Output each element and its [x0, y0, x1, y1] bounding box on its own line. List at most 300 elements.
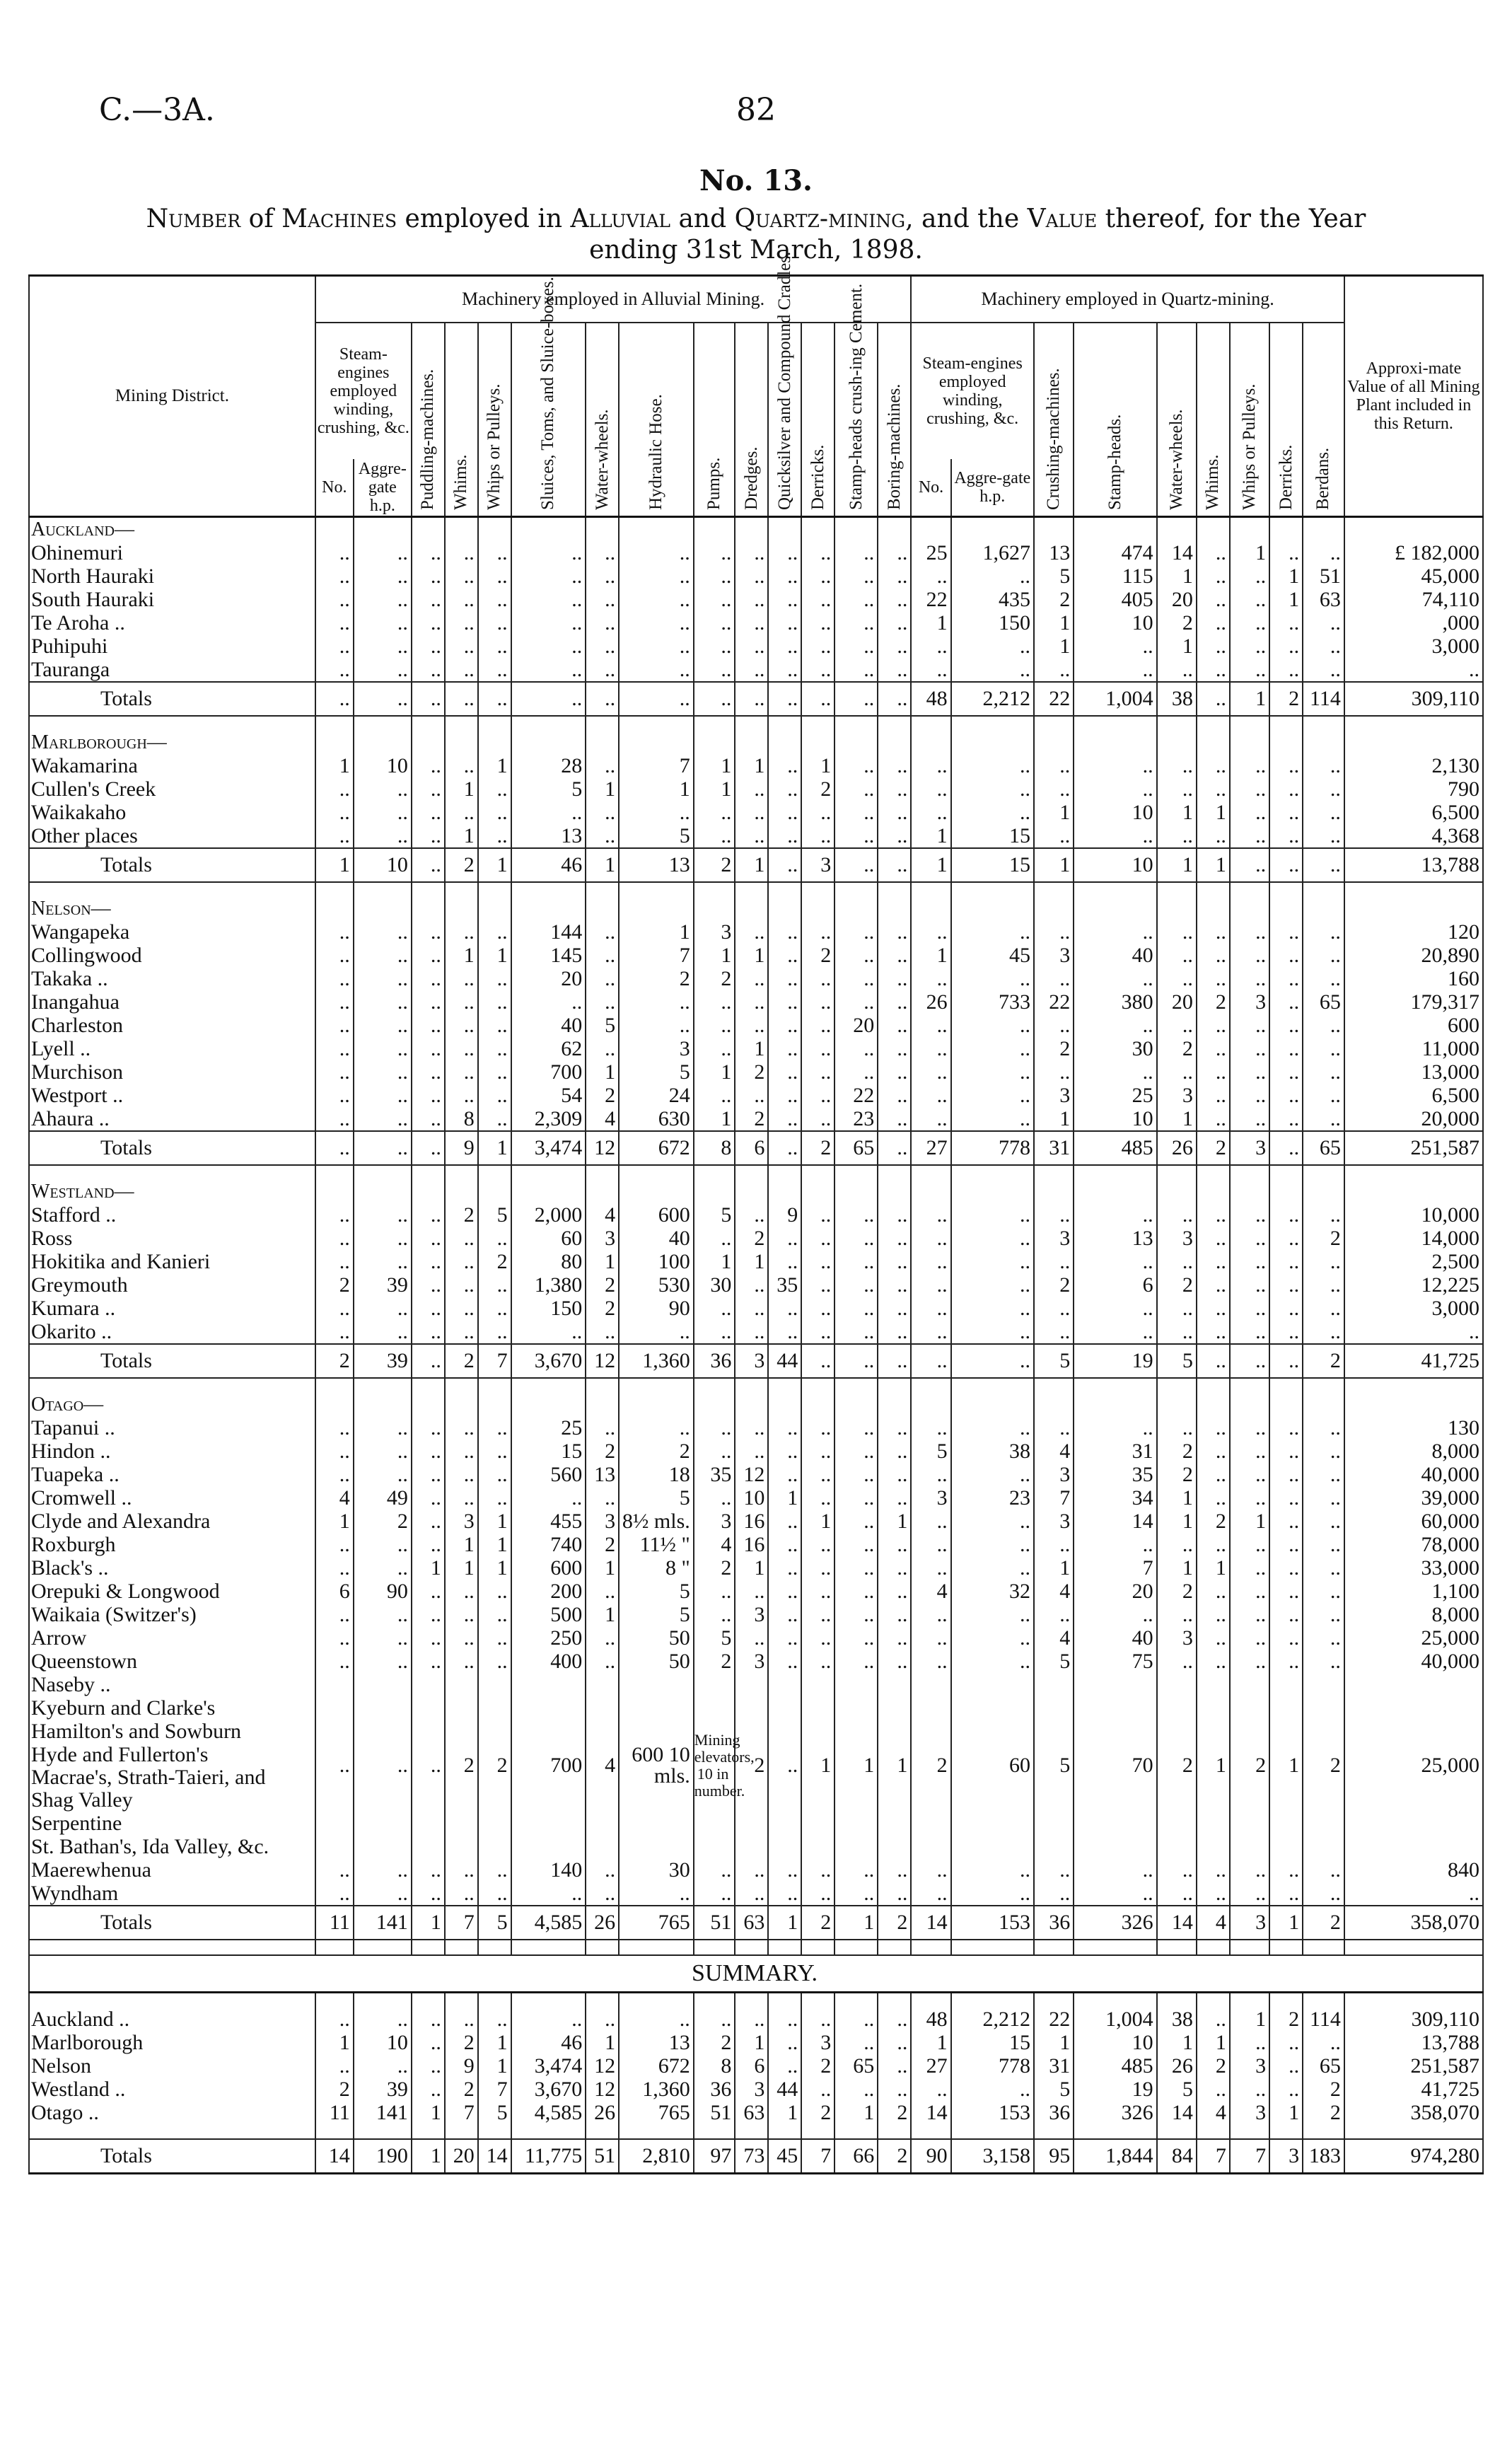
table-cell: .. [735, 990, 768, 1014]
table-cell: Cullen's Creek [29, 777, 315, 801]
table-cell: 7 [478, 1344, 511, 1378]
table-cell: .. [412, 1463, 445, 1486]
table-cell: .. [354, 990, 412, 1014]
table-cell: 45 [951, 944, 1034, 967]
table-cell: .. [1157, 967, 1197, 990]
table-cell: 5 [1034, 1673, 1074, 1858]
table-cell: .. [315, 777, 354, 801]
table-cell: .. [315, 1556, 354, 1580]
table-cell: .. [586, 658, 619, 682]
table-cell: 3 [735, 2078, 768, 2101]
table-cell: .. [511, 1882, 586, 1906]
table-cell: .. [768, 1060, 801, 1084]
table-cell: .. [1269, 1037, 1303, 1060]
table-cell: .. [878, 611, 911, 635]
table-cell: .. [315, 824, 354, 848]
title-word: thereof, for the Year [1105, 204, 1366, 233]
table-cell: .. [1269, 1463, 1303, 1486]
table-cell: .. [412, 990, 445, 1014]
table-cell: .. [315, 801, 354, 824]
table-cell: 141 [354, 1906, 412, 1940]
table-cell: 13 [1074, 1227, 1156, 1250]
table-cell: .. [1303, 1556, 1344, 1580]
table-cell: .. [951, 1344, 1034, 1378]
title-word: Alluvial [570, 204, 671, 233]
table-cell: .. [951, 1014, 1034, 1037]
table-cell: .. [1230, 1533, 1269, 1556]
table-cell: .. [1269, 1626, 1303, 1650]
col-a-derricks: Derricks. [808, 444, 827, 510]
table-cell: .. [911, 1533, 950, 1556]
table-cell: .. [586, 682, 619, 716]
table-cell: .. [878, 801, 911, 824]
table-cell: .. [1269, 1556, 1303, 1580]
table-cell: .. [878, 1533, 911, 1556]
table-cell: 39 [354, 2078, 412, 2101]
table-cell: .. [878, 1344, 911, 1378]
table-cell: .. [354, 777, 412, 801]
table-cell: .. [735, 1882, 768, 1906]
table-cell: .. [1303, 824, 1344, 848]
table-cell: .. [1074, 1603, 1156, 1626]
table-cell: .. [1230, 1440, 1269, 1463]
table-cell: 358,070 [1344, 2101, 1483, 2124]
table-cell: .. [1197, 635, 1230, 658]
table-cell: 1 [735, 944, 768, 967]
table-cell: .. [619, 1416, 694, 1440]
table-cell: 40 [1074, 1626, 1156, 1650]
table-cell: .. [878, 1320, 911, 1344]
table-cell: 790 [1344, 777, 1483, 801]
table-cell: 2 [1157, 1037, 1197, 1060]
table-cell: .. [619, 611, 694, 635]
table-cell: .. [412, 1250, 445, 1273]
table-cell: .. [834, 541, 878, 564]
table-cell: .. [878, 1626, 911, 1650]
table-cell: 5 [911, 1440, 950, 1463]
table-cell: 41,725 [1344, 2078, 1483, 2101]
table-cell: 36 [694, 1344, 735, 1378]
table-cell: .. [412, 658, 445, 682]
table-cell: .. [878, 848, 911, 882]
table-cell: .. [478, 990, 511, 1014]
title-word: of [248, 204, 274, 233]
table-cell: .. [834, 588, 878, 611]
table-cell: .. [768, 1673, 801, 1858]
table-cell: 2 [1197, 2054, 1230, 2078]
table-row [29, 1203, 1483, 1227]
table-cell: .. [1230, 1603, 1269, 1626]
table-cell: 1 [1034, 1107, 1074, 1131]
table-cell: 3,670 [511, 2078, 586, 2101]
table-cell: 31 [1034, 1131, 1074, 1165]
table-cell: 13,788 [1344, 848, 1483, 882]
table-cell: Arrow [29, 1626, 315, 1650]
table-cell: 1 [586, 848, 619, 882]
col-a-dredges: Dredges. [741, 446, 761, 510]
table-cell: .. [1303, 1533, 1344, 1556]
table-cell: 2 [801, 2054, 834, 2078]
table-cell: 1,844 [1074, 2139, 1156, 2174]
table-cell: 22 [1034, 682, 1074, 716]
table-cell: 3 [1034, 1084, 1074, 1107]
table-cell: .. [735, 1084, 768, 1107]
table-cell: 3 [1269, 2139, 1303, 2174]
table-cell: 5 [694, 1626, 735, 1650]
table-cell: .. [951, 1203, 1034, 1227]
table-cell: 7 [1074, 1556, 1156, 1580]
table-cell: 2 [354, 1510, 412, 1533]
table-cell: .. [911, 1014, 950, 1037]
table-cell: 7 [1197, 2139, 1230, 2174]
table-cell: 1 [1157, 1486, 1197, 1510]
table-cell: .. [951, 1227, 1034, 1250]
table-cell: 12 [586, 2078, 619, 2101]
table-cell: 60 [511, 1227, 586, 1250]
table-cell: .. [1157, 1650, 1197, 1673]
table-cell: 3 [1230, 1131, 1269, 1165]
table-cell: 1 [478, 1533, 511, 1556]
table-cell: £ 182,000 [1344, 541, 1483, 564]
table-cell: .. [1157, 777, 1197, 801]
table-cell: 4 [315, 1486, 354, 1510]
table-cell: .. [315, 682, 354, 716]
col-a-sluices: Sluices, Toms, and Sluice-boxes. [538, 276, 558, 510]
table-cell: 10 [735, 1486, 768, 1510]
table-cell: 2 [801, 777, 834, 801]
table-cell: 5 [511, 777, 586, 801]
table-cell: Westport .. [29, 1084, 315, 1107]
table-cell: 560 [511, 1463, 586, 1486]
table-cell: .. [801, 1014, 834, 1037]
summary-title: SUMMARY. [29, 1955, 1483, 1993]
table-cell: .. [768, 541, 801, 564]
table-cell: 2 [1157, 1273, 1197, 1297]
table-cell: .. [445, 990, 478, 1014]
table-cell: Stafford .. [29, 1203, 315, 1227]
table-cell: .. [1074, 1882, 1156, 1906]
table-cell: 2 [735, 1107, 768, 1131]
table-cell: 2 [1034, 1273, 1074, 1297]
district-heading: Westland— [29, 1180, 315, 1203]
col-a-puddling: Puddling-machines. [418, 369, 438, 510]
table-cell: .. [694, 1227, 735, 1250]
page-number: 82 [736, 92, 776, 128]
table-cell: 733 [951, 990, 1034, 1014]
table-cell: 14 [1157, 2101, 1197, 2124]
table-cell: 100 [619, 1250, 694, 1273]
table-cell: 179,317 [1344, 990, 1483, 1014]
table-cell: 2 [735, 1673, 768, 1858]
table-cell: 8½ mls. [619, 1510, 694, 1533]
table-cell: .. [412, 682, 445, 716]
table-cell: 114 [1303, 2008, 1344, 2031]
table-cell: 1 [315, 848, 354, 882]
table-cell: .. [1197, 944, 1230, 967]
table-cell: .. [412, 1650, 445, 1673]
table-cell: .. [1269, 1060, 1303, 1084]
table-cell: .. [445, 1486, 478, 1510]
table-cell: .. [412, 1533, 445, 1556]
table-cell: 14 [911, 1906, 950, 1940]
table-cell: 5 [619, 824, 694, 848]
table-cell: 9 [768, 1203, 801, 1227]
table-cell: .. [1230, 1650, 1269, 1673]
table-row [29, 1463, 1483, 1486]
table-cell: .. [1197, 564, 1230, 588]
table-cell: .. [1230, 944, 1269, 967]
table-cell: .. [315, 658, 354, 682]
table-cell: .. [768, 754, 801, 777]
table-cell: 2 [1303, 1906, 1344, 1940]
table-row [29, 754, 1483, 777]
table-cell: .. [768, 1297, 801, 1320]
table-cell: .. [619, 682, 694, 716]
table-cell: .. [619, 2008, 694, 2031]
table-cell: 2 [911, 1673, 950, 1858]
table-cell: .. [1230, 1273, 1269, 1297]
table-cell: .. [315, 1084, 354, 1107]
table-cell: .. [768, 1440, 801, 1463]
table-cell: .. [586, 1416, 619, 1440]
table-cell: 5 [1034, 1344, 1074, 1378]
table-row [29, 777, 1483, 801]
table-cell: .. [1074, 658, 1156, 682]
table-cell: .. [735, 1320, 768, 1344]
table-cell: 2 [445, 1203, 478, 1227]
table-cell: 35 [694, 1463, 735, 1486]
table-cell: .. [1269, 635, 1303, 658]
table-cell: .. [878, 967, 911, 990]
table-cell: .. [586, 754, 619, 777]
table-row [29, 1510, 1483, 1533]
table-cell: .. [878, 1131, 911, 1165]
table-cell: .. [1269, 541, 1303, 564]
table-cell: 3 [586, 1227, 619, 1250]
table-cell: 1,360 [619, 1344, 694, 1378]
table-cell: .. [694, 588, 735, 611]
table-cell: .. [1230, 1882, 1269, 1906]
table-cell: .. [1303, 1440, 1344, 1463]
col-q-whips: Whips or Pulleys. [1240, 383, 1259, 510]
table-cell: .. [878, 1273, 911, 1297]
table-row [29, 588, 1483, 611]
table-cell: 1 [315, 1510, 354, 1533]
table-cell: .. [586, 990, 619, 1014]
table-cell: 250 [511, 1626, 586, 1650]
table-cell: .. [354, 1882, 412, 1906]
table-cell: .. [1230, 777, 1269, 801]
table-cell: 5 [1157, 2078, 1197, 2101]
table-cell: 63 [735, 1906, 768, 1940]
table-cell: .. [445, 801, 478, 824]
table-cell: 65 [834, 2054, 878, 2078]
table-cell: .. [834, 1203, 878, 1227]
table-cell: .. [768, 777, 801, 801]
table-cell: 27 [911, 2054, 950, 2078]
table-cell: 45 [768, 2139, 801, 2174]
table-cell: 35 [1074, 1463, 1156, 1486]
table-cell: 13 [511, 824, 586, 848]
table-cell: .. [911, 920, 950, 944]
table-cell: .. [1269, 1014, 1303, 1037]
table-cell: 1 [586, 1250, 619, 1273]
table-cell: .. [735, 801, 768, 824]
table-cell: .. [878, 754, 911, 777]
table-cell: .. [1303, 635, 1344, 658]
table-cell: 7 [445, 1906, 478, 1940]
table-cell: .. [619, 588, 694, 611]
table-cell: .. [1157, 920, 1197, 944]
table-cell: 10,000 [1344, 1203, 1483, 1227]
table-cell: .. [1303, 658, 1344, 682]
table-cell: .. [801, 1858, 834, 1882]
table-cell: .. [315, 588, 354, 611]
table-cell: .. [694, 1320, 735, 1344]
table-cell: .. [1303, 1250, 1344, 1273]
table-cell: 1 [412, 2139, 445, 2174]
table-cell: 1 [1197, 1673, 1230, 1858]
table-cell: .. [354, 1626, 412, 1650]
table-cell: .. [354, 1227, 412, 1250]
table-cell: 1 [1034, 801, 1074, 824]
table-cell: .. [834, 564, 878, 588]
table-cell: 3 [586, 1510, 619, 1533]
table-row [29, 1060, 1483, 1084]
table-cell: .. [834, 1320, 878, 1344]
table-cell: .. [735, 1626, 768, 1650]
table-cell: .. [478, 1858, 511, 1882]
totals-row [29, 1906, 1483, 1940]
table-cell: 2 [445, 2031, 478, 2054]
table-cell: .. [445, 682, 478, 716]
table-cell: 2 [1303, 1344, 1344, 1378]
table-cell: .. [878, 944, 911, 967]
table-cell: .. [1230, 801, 1269, 824]
table-row [29, 1320, 1483, 1344]
table-cell: 1 [735, 1037, 768, 1060]
table-cell: .. [586, 611, 619, 635]
table-cell: .. [412, 541, 445, 564]
table-cell: .. [586, 1486, 619, 1510]
table-cell: .. [315, 1297, 354, 1320]
table-cell: 2 [801, 1906, 834, 1940]
table-cell: 4 [694, 1533, 735, 1556]
table-cell: Black's .. [29, 1556, 315, 1580]
table-cell: .. [801, 1626, 834, 1650]
table-cell: .. [735, 682, 768, 716]
table-cell: .. [511, 1320, 586, 1344]
table-cell: 73 [735, 2139, 768, 2174]
table-cell: South Hauraki [29, 588, 315, 611]
table-cell: .. [354, 1463, 412, 1486]
table-cell: .. [834, 1650, 878, 1673]
table-cell: .. [1197, 1227, 1230, 1250]
table-cell: .. [1303, 944, 1344, 967]
table-cell: .. [768, 1603, 801, 1626]
table-cell: .. [445, 541, 478, 564]
table-cell: 1 [586, 1060, 619, 1084]
table-cell: .. [478, 1463, 511, 1486]
table-cell: 2 [445, 1344, 478, 1378]
table-cell: .. [694, 1882, 735, 1906]
table-row [29, 1556, 1483, 1580]
table-cell: .. [768, 824, 801, 848]
table-cell: .. [1269, 1650, 1303, 1673]
table-cell: .. [1034, 1060, 1074, 1084]
table-cell: .. [834, 1416, 878, 1440]
table-cell: .. [315, 1463, 354, 1486]
table-cell: .. [801, 1603, 834, 1626]
table-cell: .. [1230, 588, 1269, 611]
table-cell: .. [412, 1203, 445, 1227]
table-cell: .. [586, 944, 619, 967]
table-cell: 600 [511, 1556, 586, 1580]
col-a-hp: Aggre-gate h.p. [354, 459, 412, 517]
table-cell: 1 [445, 944, 478, 967]
table-cell: .. [1074, 1416, 1156, 1440]
title-line-2: ending 31st March, 1898. [589, 236, 923, 265]
table-cell: .. [445, 754, 478, 777]
table-cell: 1 [911, 944, 950, 967]
table-cell: 1 [478, 2054, 511, 2078]
table-cell: Mining elevators, 10 in number. [694, 1673, 735, 1858]
table-cell: 80 [511, 1250, 586, 1273]
table-cell: 1,380 [511, 1273, 586, 1297]
col-q-stamp-heads: Stamp-heads. [1105, 414, 1124, 510]
table-cell: .. [478, 564, 511, 588]
table-cell: 1 [801, 1673, 834, 1858]
table-cell: 20 [1074, 1580, 1156, 1603]
table-cell: 19 [1074, 1344, 1156, 1378]
table-cell: 3,158 [951, 2139, 1034, 2174]
table-cell: 1 [735, 2031, 768, 2054]
table-cell: Greymouth [29, 1273, 315, 1297]
table-cell: Charleston [29, 1014, 315, 1037]
table-cell: 1 [768, 1486, 801, 1510]
table-cell: 2,309 [511, 1107, 586, 1131]
table-cell: 2 [1230, 1673, 1269, 1858]
table-cell: .. [619, 635, 694, 658]
table-cell: 2 [315, 1344, 354, 1378]
table-cell: .. [1303, 1297, 1344, 1320]
table-cell: .. [1344, 1882, 1483, 1906]
table-cell: 15 [951, 2031, 1034, 2054]
table-cell: 1 [478, 944, 511, 967]
table-cell: .. [478, 1084, 511, 1107]
table-cell: .. [315, 1203, 354, 1227]
table-cell: Wakamarina [29, 754, 315, 777]
district-heading: Nelson— [29, 897, 315, 920]
table-cell: .. [1034, 1203, 1074, 1227]
table-cell: .. [511, 1486, 586, 1510]
table-cell: .. [586, 1320, 619, 1344]
table-cell: .. [1269, 1416, 1303, 1440]
table-cell: 6 [1074, 1273, 1156, 1297]
table-cell: .. [1197, 1650, 1230, 1673]
table-cell: .. [1074, 777, 1156, 801]
table-cell: 1 [834, 2101, 878, 2124]
table-cell: .. [834, 1297, 878, 1320]
table-cell: 38 [1157, 682, 1197, 716]
table-cell: 5 [694, 1203, 735, 1227]
table-cell: 2 [878, 2139, 911, 2174]
table-cell: .. [1197, 1320, 1230, 1344]
table-cell: 25 [1074, 1084, 1156, 1107]
table-cell: Tapanui .. [29, 1416, 315, 1440]
table-cell: .. [878, 541, 911, 564]
table-cell: .. [735, 1440, 768, 1463]
